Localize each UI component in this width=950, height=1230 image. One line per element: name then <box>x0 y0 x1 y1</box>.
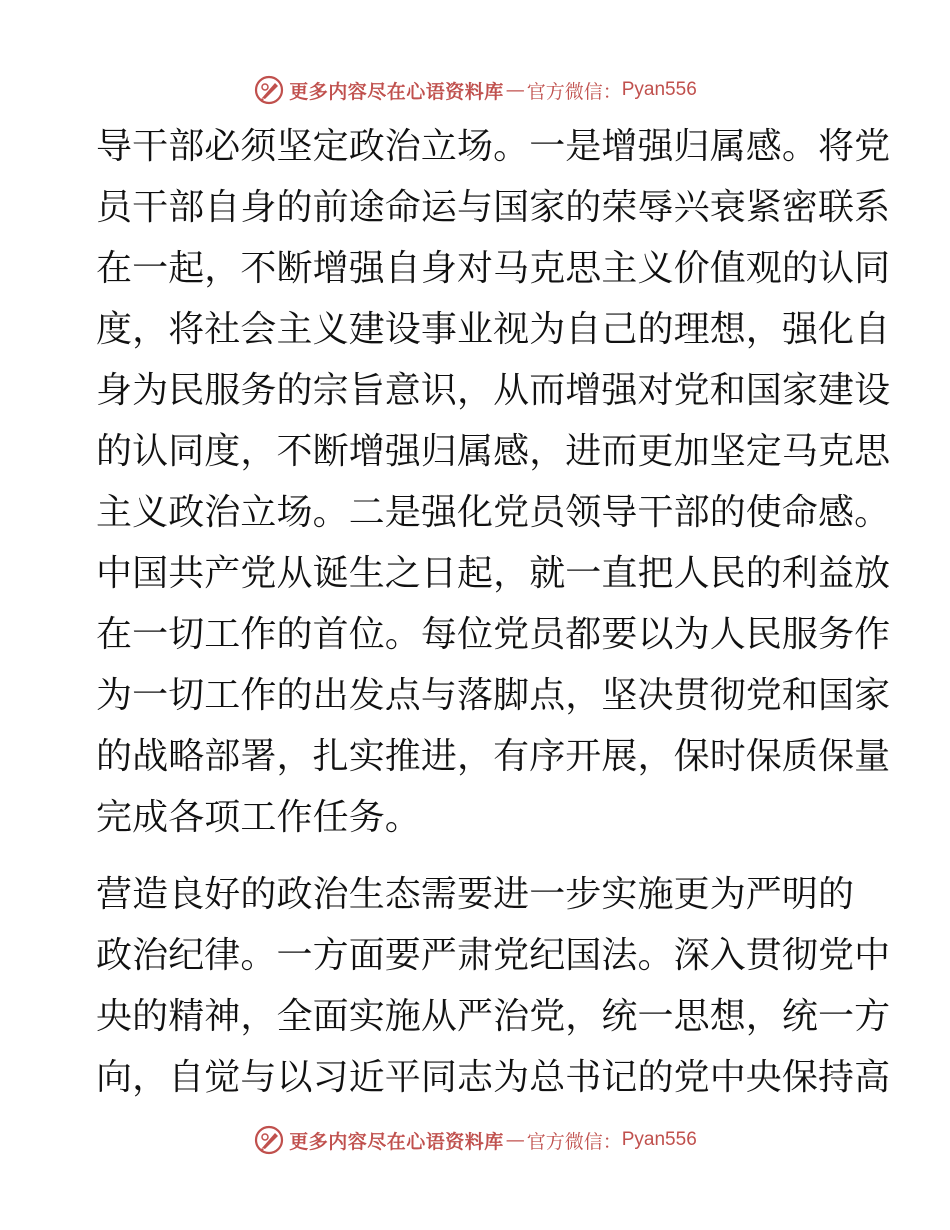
header-official-label: 官方微信： <box>526 80 622 103</box>
footer-wechat-id: Pyan556 <box>621 1129 697 1150</box>
footer-site-name: 更多内容尽在心语资料库 <box>289 1130 504 1153</box>
text-line: 中国共产党从诞生之日起，就一直把人民的利益放 <box>96 553 891 594</box>
text-line: 员干部自身的前途命运与国家的荣辱兴衰紧密联系 <box>96 187 891 228</box>
body-text <box>96 116 891 1108</box>
footer-official-label: 官方微信： <box>526 1130 622 1153</box>
text-line: 度，将社会主义建设事业视为自己的理想，强化自 <box>96 309 891 350</box>
text-line: 为一切工作的出发点与落脚点，坚决贯彻党和国家 <box>96 675 891 716</box>
text-line: 政治纪律。一方面要严肃党纪国法。深入贯彻党中 <box>96 935 891 976</box>
header-watermark <box>0 70 950 110</box>
text-line: 向，自觉与以习近平同志为总书记的党中央保持高 <box>96 1057 891 1098</box>
quill-seal-logo-icon <box>253 74 285 106</box>
text-line: 营造良好的政治生态需要进一步实施更为严明的 <box>96 874 855 915</box>
footer-dash: — <box>505 1129 525 1151</box>
paragraph-2 <box>96 864 891 1108</box>
quill-seal-logo-icon <box>253 1124 285 1156</box>
text-line: 的认同度，不断增强归属感，进而更加坚定马克思 <box>96 431 891 472</box>
text-line: 导干部必须坚定政治立场。一是增强归属感。将党 <box>96 126 891 167</box>
text-line: 的战略部署，扎实推进，有序开展，保时保质保量 <box>96 736 891 777</box>
paragraph-gap <box>96 848 852 864</box>
paragraph-1 <box>96 116 891 848</box>
footer-watermark <box>0 1120 950 1160</box>
text-line: 在一起，不断增强自身对马克思主义价值观的认同 <box>96 248 891 289</box>
text-line: 身为民服务的宗旨意识，从而增强对党和国家建设 <box>96 370 891 411</box>
text-line: 在一切工作的首位。每位党员都要以为人民服务作 <box>96 614 891 655</box>
text-line: 央的精神，全面实施从严治党，统一思想，统一方 <box>96 996 891 1037</box>
header-site-name: 更多内容尽在心语资料库 <box>289 80 504 103</box>
header-wechat-id: Pyan556 <box>621 79 697 100</box>
text-line: 主义政治立场。二是强化党员领导干部的使命感。 <box>96 492 891 533</box>
text-line: 完成各项工作任务。 <box>96 797 421 838</box>
header-dash: — <box>505 79 525 101</box>
